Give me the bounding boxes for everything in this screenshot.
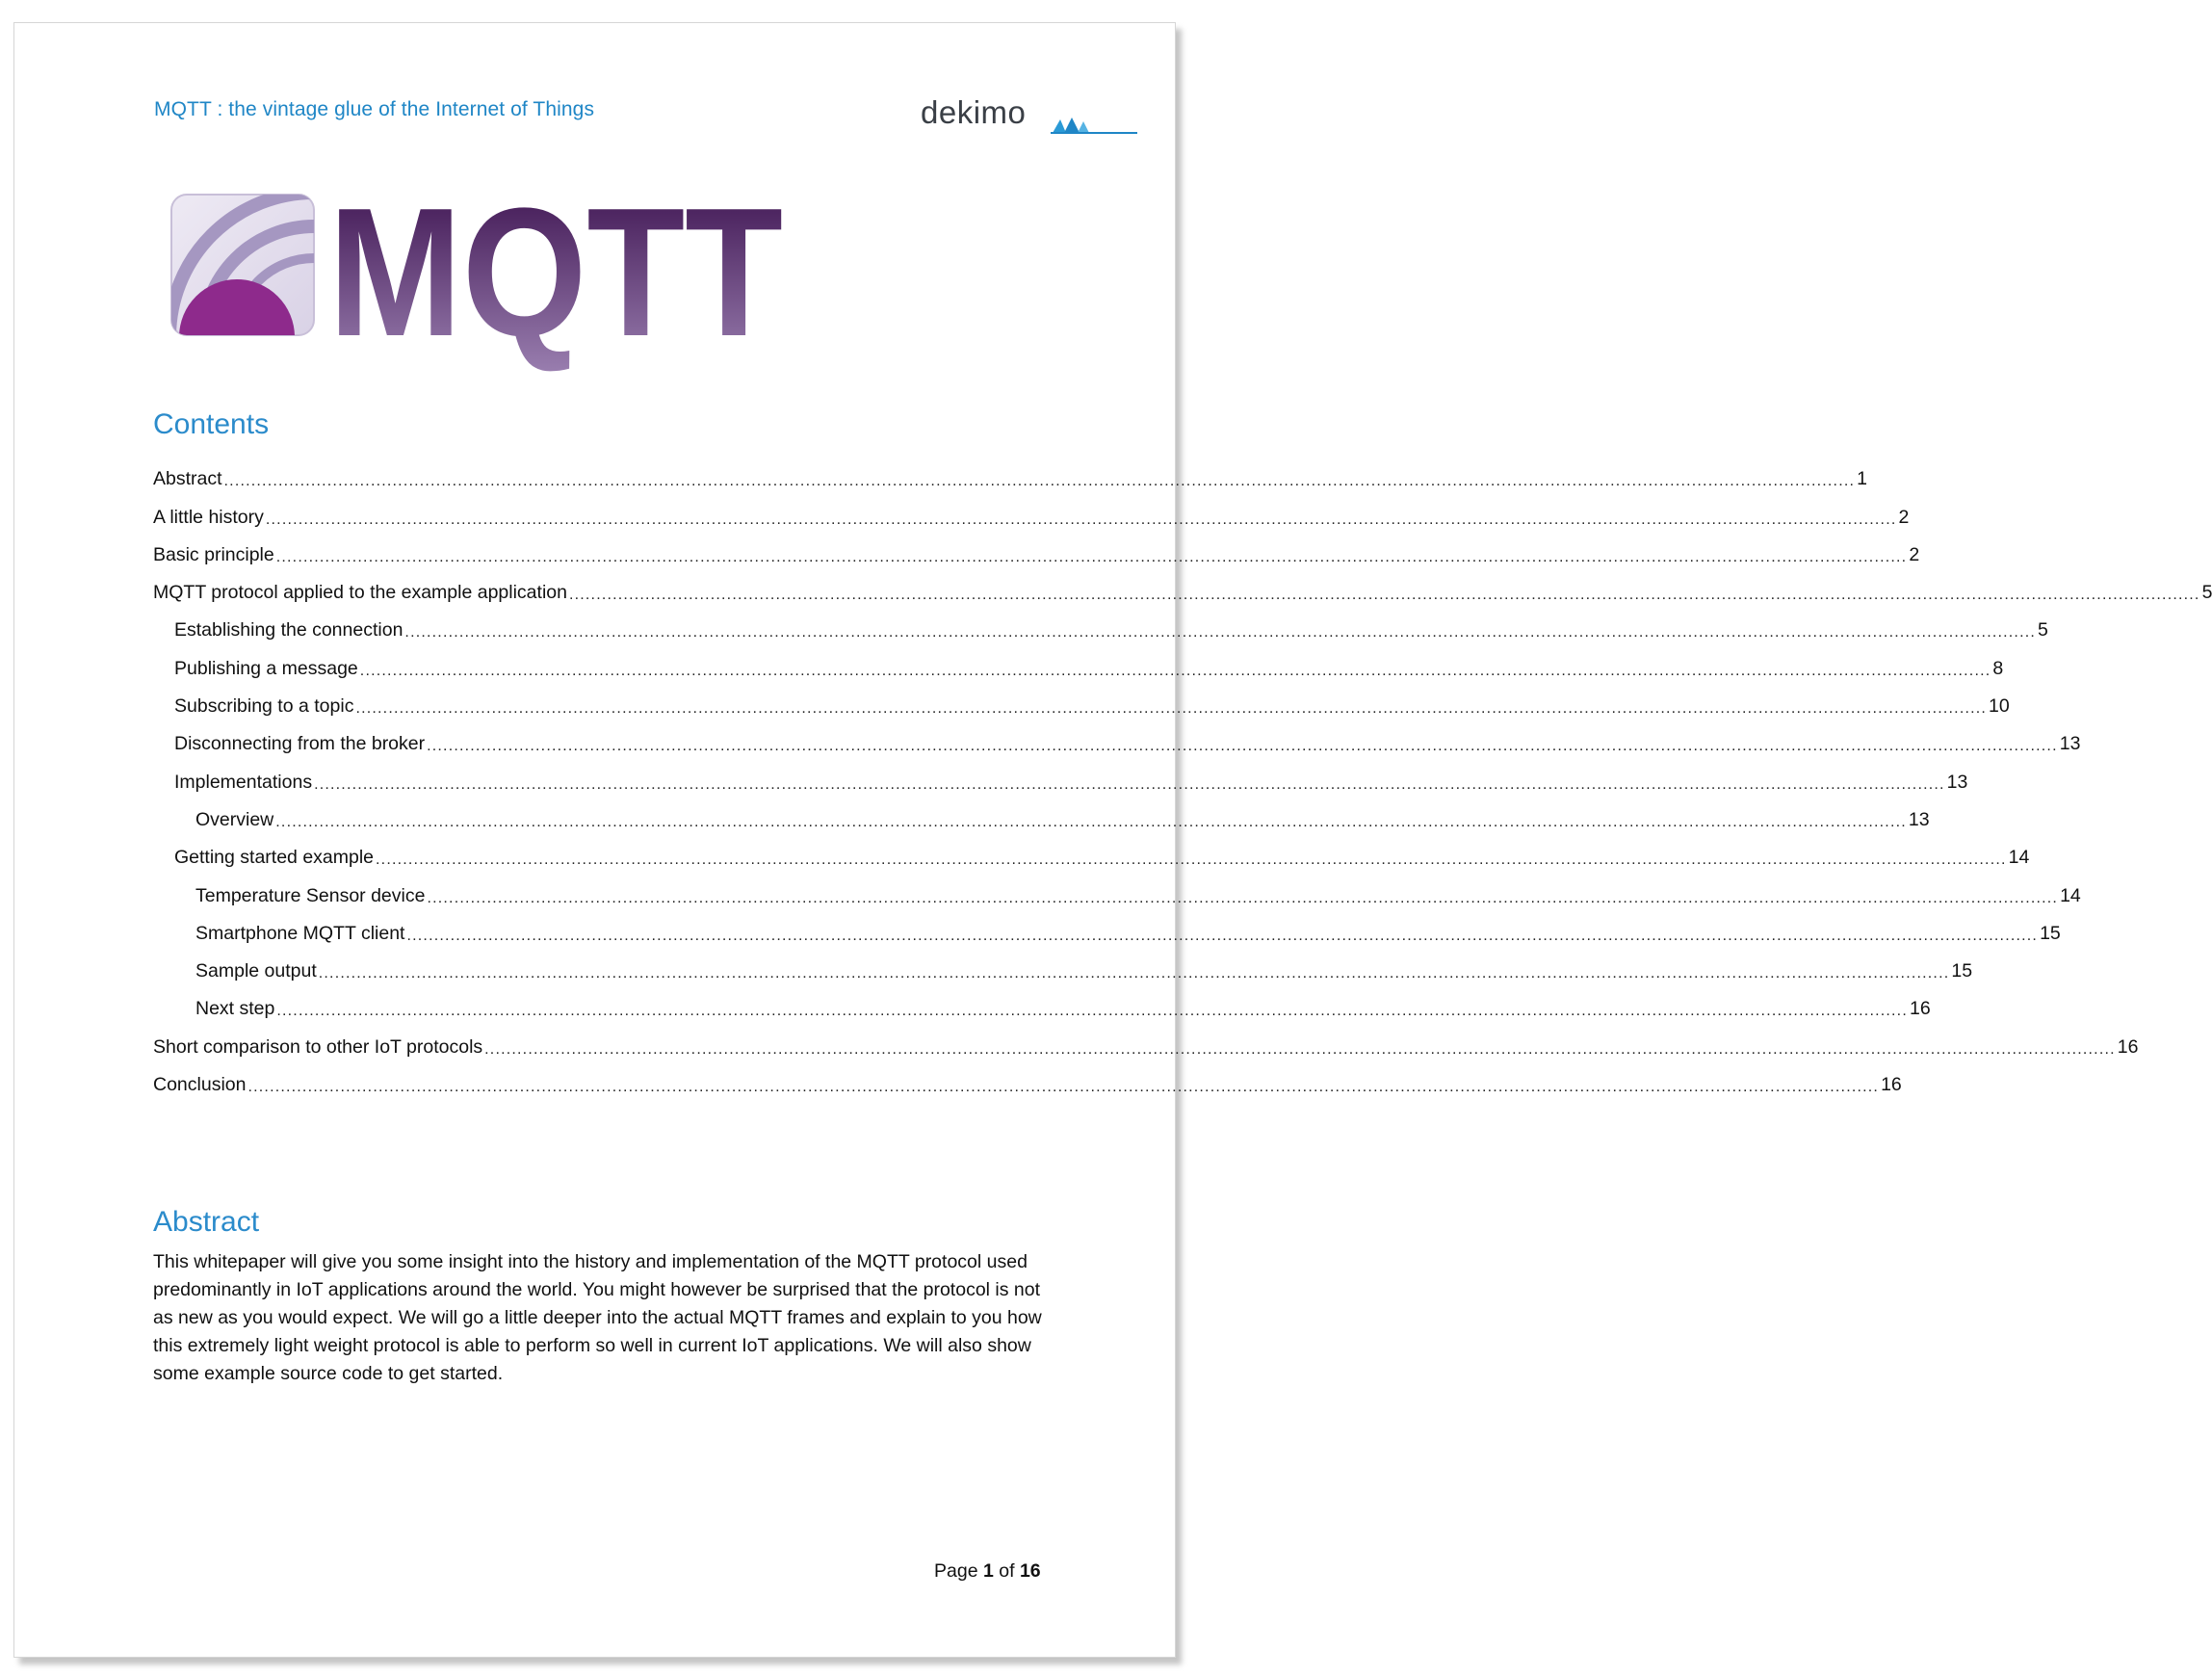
- page-footer: [934, 1560, 1041, 1583]
- toc-entry[interactable]: [153, 680, 2010, 718]
- toc-entry[interactable]: [153, 604, 2048, 642]
- toc-leader: ............................................................................................................................................................................................................................................................................................................: [484, 1040, 2116, 1058]
- toc-entry-page: 13: [2059, 733, 2081, 755]
- toc-leader: ............................................................................................................................................................................................................................................................................................................: [247, 1079, 1880, 1096]
- toc-leader: ............................................................................................................................................................................................................................................................................................................: [427, 738, 2058, 755]
- toc-entry-label: A little history: [153, 506, 264, 528]
- toc-entry-page: 13: [1908, 808, 1930, 830]
- toc-entry-label: Overview: [195, 808, 274, 830]
- toc-entry-label: Conclusion: [153, 1074, 247, 1096]
- toc-entry-label: Implementations: [174, 771, 313, 793]
- toc-entry[interactable]: [153, 642, 2004, 679]
- toc-leader: ............................................................................................................................................................................................................................................................................................................: [223, 473, 1856, 490]
- toc-entry[interactable]: [153, 1059, 1902, 1096]
- toc-leader: ............................................................................................................................................................................................................................................................................................................: [276, 1003, 1908, 1020]
- toc-entry-page: 14: [2060, 884, 2081, 906]
- toc-entry-page: 15: [1951, 960, 1973, 982]
- toc-entry-label: Short comparison to other IoT protocols: [153, 1035, 483, 1058]
- toc-entry-label: Sample output: [195, 960, 317, 982]
- toc-entry[interactable]: [153, 453, 1867, 490]
- toc-entry-label: Publishing a message: [174, 657, 358, 679]
- toc-leader: ............................................................................................................................................................................................................................................................................................................: [275, 813, 1907, 830]
- mqtt-logo-text: MQTT: [328, 170, 783, 375]
- toc-leader: ............................................................................................................................................................................................................................................................................................................: [427, 889, 2059, 906]
- toc-entry[interactable]: [153, 1020, 2139, 1058]
- toc-entry-page: 2: [1909, 543, 1920, 565]
- mqtt-logo: [169, 170, 786, 375]
- toc-entry-page: 5: [2201, 582, 2212, 604]
- toc-entry-page: 16: [1881, 1074, 1902, 1096]
- toc-entry[interactable]: [153, 831, 2030, 869]
- toc-entry-page: 14: [2008, 847, 2030, 869]
- toc-entry[interactable]: [153, 755, 1968, 793]
- table-of-contents: [153, 453, 2212, 1096]
- toc-entry-page: 5: [2038, 619, 2048, 642]
- toc-entry[interactable]: [153, 529, 1920, 566]
- toc-entry-label: Disconnecting from the broker: [174, 733, 426, 755]
- toc-entry-label: Subscribing to a topic: [174, 695, 354, 718]
- toc-entry[interactable]: [153, 718, 2081, 755]
- toc-entry[interactable]: [153, 982, 1931, 1020]
- toc-entry[interactable]: [153, 945, 1973, 982]
- toc-leader: ............................................................................................................................................................................................................................................................................................................: [376, 851, 2007, 869]
- toc-entry[interactable]: [153, 869, 2081, 906]
- toc-entry[interactable]: [153, 794, 1930, 831]
- toc-leader: ............................................................................................................................................................................................................................................................................................................: [404, 624, 2037, 642]
- toc-entry[interactable]: [153, 490, 1910, 528]
- dekimo-wave-icon: [1051, 114, 1137, 135]
- toc-entry-page: 10: [1989, 695, 2010, 718]
- toc-entry-page: 15: [2040, 922, 2061, 944]
- toc-leader: ............................................................................................................................................................................................................................................................................................................: [318, 965, 1950, 982]
- toc-leader: ............................................................................................................................................................................................................................................................................................................: [265, 511, 1897, 528]
- toc-entry-page: 2: [1898, 506, 1910, 528]
- footer-of: of: [999, 1560, 1015, 1582]
- toc-entry-page: 16: [2117, 1035, 2139, 1058]
- toc-entry-page: 13: [1946, 771, 1968, 793]
- toc-entry[interactable]: [153, 907, 2061, 945]
- dekimo-logo: [921, 94, 1132, 143]
- toc-entry-label: Temperature Sensor device: [195, 884, 426, 906]
- header-title: MQTT : the vintage glue of the Internet of Things: [154, 98, 595, 120]
- abstract-heading: Abstract: [153, 1206, 260, 1238]
- toc-entry[interactable]: [153, 566, 2212, 604]
- toc-entry-page: 1: [1857, 468, 1867, 490]
- toc-leader: ............................................................................................................................................................................................................................................................................................................: [314, 775, 1945, 793]
- toc-entry-page: 8: [1992, 657, 2004, 679]
- toc-leader: ............................................................................................................................................................................................................................................................................................................: [568, 587, 2200, 604]
- toc-leader: ............................................................................................................................................................................................................................................................................................................: [359, 662, 1991, 679]
- toc-entry-label: Abstract: [153, 468, 222, 490]
- footer-prefix: Page: [934, 1560, 978, 1582]
- contents-heading: Contents: [153, 408, 270, 440]
- toc-entry-page: 16: [1909, 998, 1931, 1020]
- toc-leader: ............................................................................................................................................................................................................................................................................................................: [275, 548, 1908, 565]
- toc-leader: ............................................................................................................................................................................................................................................................................................................: [406, 927, 2039, 944]
- abstract-body: This whitepaper will give you some insight into the history and implementation of the MQTT protocol used predominantly in IoT applications around the world. You might however be surprised that the protocol is not as new as you would expect. We will go a little deeper into the actual MQTT frames and explain to you how this extremely light weight protocol is able to perform so well in current IoT applications. We will also show some example source code to get started.: [153, 1251, 1042, 1384]
- toc-entry-label: Next step: [195, 998, 275, 1020]
- footer-current-page: 1: [982, 1560, 994, 1582]
- footer-total-pages: 16: [1019, 1560, 1041, 1582]
- toc-entry-label: Establishing the connection: [174, 619, 403, 642]
- toc-entry-label: Basic principle: [153, 543, 274, 565]
- toc-entry-label: Smartphone MQTT client: [195, 922, 405, 944]
- toc-leader: ............................................................................................................................................................................................................................................................................................................: [355, 700, 1988, 718]
- toc-entry-label: MQTT protocol applied to the example application: [153, 582, 567, 604]
- dekimo-logo-text: dekimo: [921, 94, 1027, 130]
- toc-entry-label: Getting started example: [174, 847, 375, 869]
